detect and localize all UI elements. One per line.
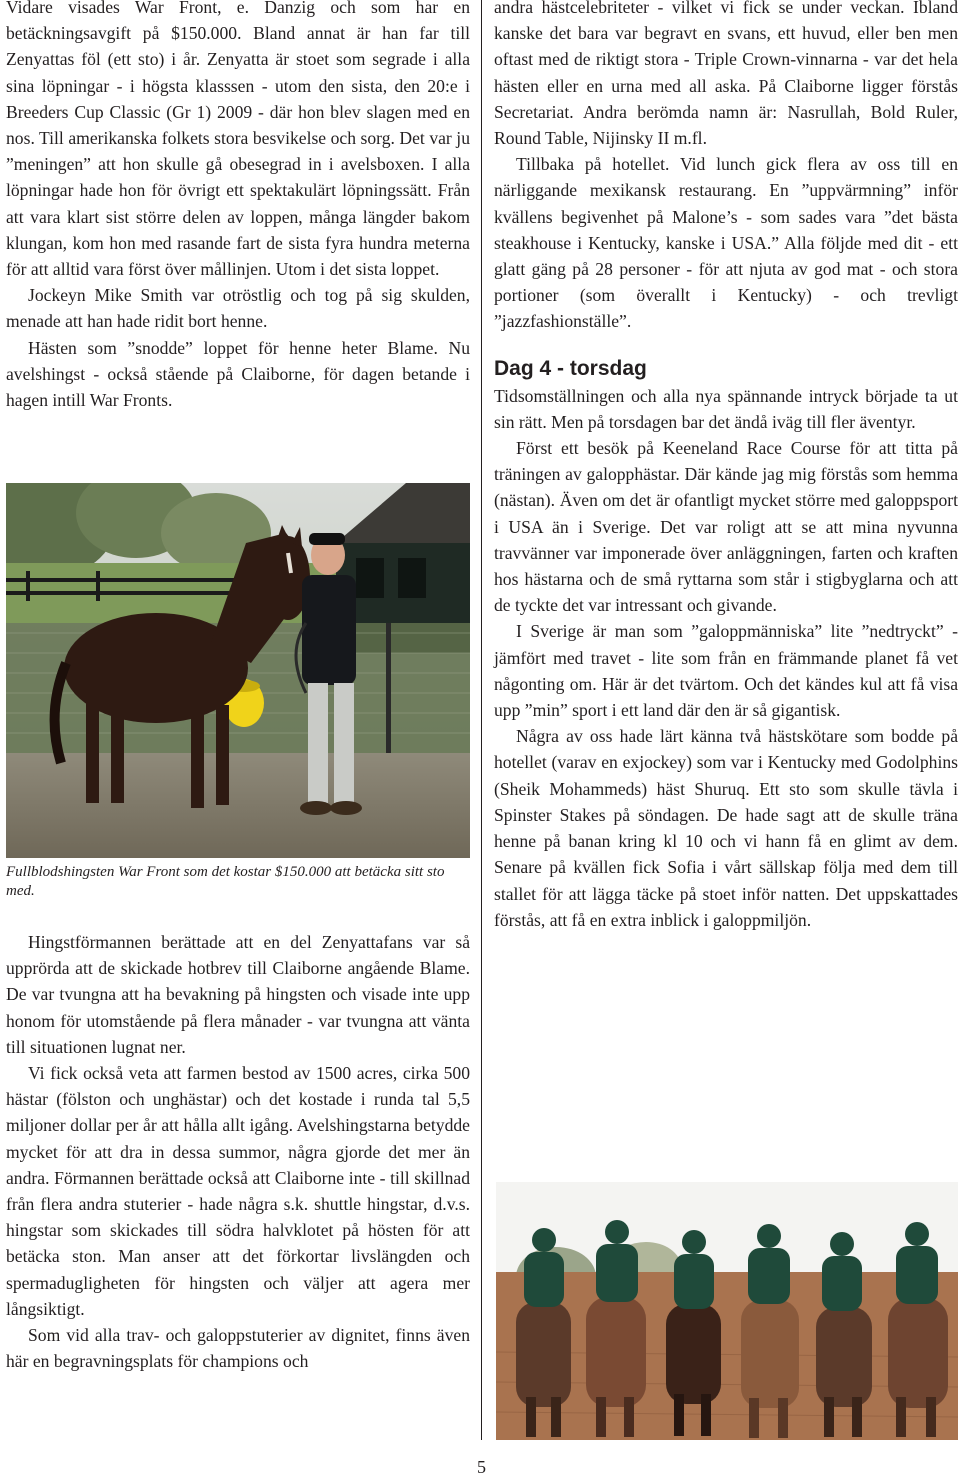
paragraph: Vi fick också veta att farmen bestod av 1500 acres, cirka 500 hästar (fölston och unghästar) och det kostade i runda tal 5,5 miljoner dollar per år att hålla allt igång. Avelshingstarna betydde mycket för att dra in dessa summor, några gjorde det mer än andra. Förmannen berättade också att Claiborne inte - till skillnad från flera andra stuterier - hade några s.k. shuttle hingstar, d.v.s. hingstar som skickades till södra halvklotet på hösten för att betäcka ston. Man anser att det förkortar livslängden och spermadugligheten för hingsten och väljer att agera mer långsiktigt. bbox=[6, 1063, 470, 1319]
photo-caption: Fullblodshingsten War Front som det kostar $150.000 att betäcka sitt sto med. bbox=[6, 864, 445, 899]
section-heading: Dag 4 - torsdag bbox=[494, 356, 647, 380]
paragraph: Tillbaka på hotellet. Vid lunch gick flera av oss till en närliggande mexikansk restaurang. En ”uppvärmning” inför kvällens begivenhet på Malone’s - som sades vara ”det bästa steakhouse i Kentucky, kanske i USA.” Alla följde med dit - ett glatt gäng på 28 personer - för att njuta av god mat - och stora portioner (som överallt i Kentucky) - och trevligt ”jazzfashionställe”. bbox=[494, 154, 958, 332]
paragraph: Hingstförmannen berättade att en del Zenyattafans var så upprörda att de skickade hotbrev till Claiborne angående Blame. De var tvungna att ha bevakning på hingsten och visade inte upp honom för utomstående på flera månader - var tvungna att vänta till situationen lugnat ner. bbox=[6, 932, 470, 1057]
paragraph: Hästen som ”snodde” loppet för henne heter Blame. Nu avelshingst - också stående på Claiborne, för dagen betande i hagen intill War Fronts. bbox=[6, 337, 470, 411]
left-column bbox=[6, 0, 470, 413]
column-divider bbox=[481, 0, 482, 1440]
paragraph: I Sverige är man som ”galoppmänniska” lite ”nedtryckt” - jämfört med travet - lite som från en främmande planet få vet någonting om. Här är det tvärtom. Och det kändes kul att få visa upp ”min” sport i ett land där den är så gigantisk. bbox=[494, 621, 958, 721]
paragraph: Vidare visades War Front, e. Danzig och som har en betäckningsavgift på $150.000. Bland annat är han far till Zenyattas föl (ett sto) i år. Zenyatta är stoet som segrade i alla sina löpningar - i högsta klasssen - utom den sista, den 20:e i Breeders Cup Classic (Gr 1) 2009 - där hon blev slagen med en nos. Till amerikanska folkets stora besvikelse och sorg. Det var ju ”meningen” att hon skulle gå obesegrad in i avelsboxen. I alla löpningar hade hon för övrigt ett spektakulärt löpningssätt. Från att vara klart sist större delen av loppen, många längder bakom klungan, kom hon med rasande fart de sista fyra hundra meterna för att alltid vara först över mållinjen. Utom i det sista loppet. bbox=[6, 0, 470, 280]
paragraph: Några av oss hade lärt känna två hästskötare som bodde på hotellet (varav en exjockey) som var i Kentucky med Godolphins (Sheik Mohammeds) häst Shuruq. Ett sto som skulle tävla i Spinster Stakes på söndagen. De hade sagt att de skulle träna henne på banan kring kl 10 och vi hann få en glimt av dem. Senare på kvällen fick Sofia i vårt sällskap följa med dem till stallet för att lägga täcke på stoet inför natten. Det uppskattades förstås, att få en extra inblick i galoppmiljön. bbox=[494, 726, 958, 930]
paragraph: Först ett besök på Keeneland Race Course för att titta på träningen av galopphästar. Där kände jag mig förstås som hemma (nästan). Även om det är ofantligt mycket större med galoppsport i USA än i Sverige. Det var roligt att se att mina nyvunna travvänner var imponerade över anläggningen, farten och kraften hos hästarna och de små ryttarna som står i stigbyglarna och att de tyckte det var intressant och givande. bbox=[494, 438, 958, 616]
racetrack-photo bbox=[496, 1182, 958, 1440]
paragraph: Som vid alla trav- och galoppstuterier av dignitet, finns även här en begravningsplats för champions och bbox=[6, 1325, 470, 1372]
left-column-lower bbox=[6, 863, 470, 1374]
paragraph: Tidsomställningen och alla nya spännande intryck började ta ut sin rätt. Men på torsdagen bar det ändå iväg till fler äventyr. bbox=[494, 385, 958, 432]
paragraph: Jockeyn Mike Smith var otröstlig och tog på sig skulden, menade att han hade ridit bort henne. bbox=[6, 285, 470, 332]
page-number: 5 bbox=[477, 1457, 486, 1477]
right-column bbox=[494, 0, 958, 933]
paragraph: andra hästcelebriteter - vilket vi fick se under veckan. Ibland kanske det bara var begravt en svans, ett huvud, eller ben men oftast med de riktigt stora - Triple Crown-vinnarna - var det hela hästen eller en urna med all aska. På Claiborne ligger förstås Secretariat. Andra berömda namn är: Nasrullah, Bold Ruler, Round Table, Nijinsky II m.fl. bbox=[494, 0, 958, 149]
horse-photo bbox=[6, 483, 470, 858]
